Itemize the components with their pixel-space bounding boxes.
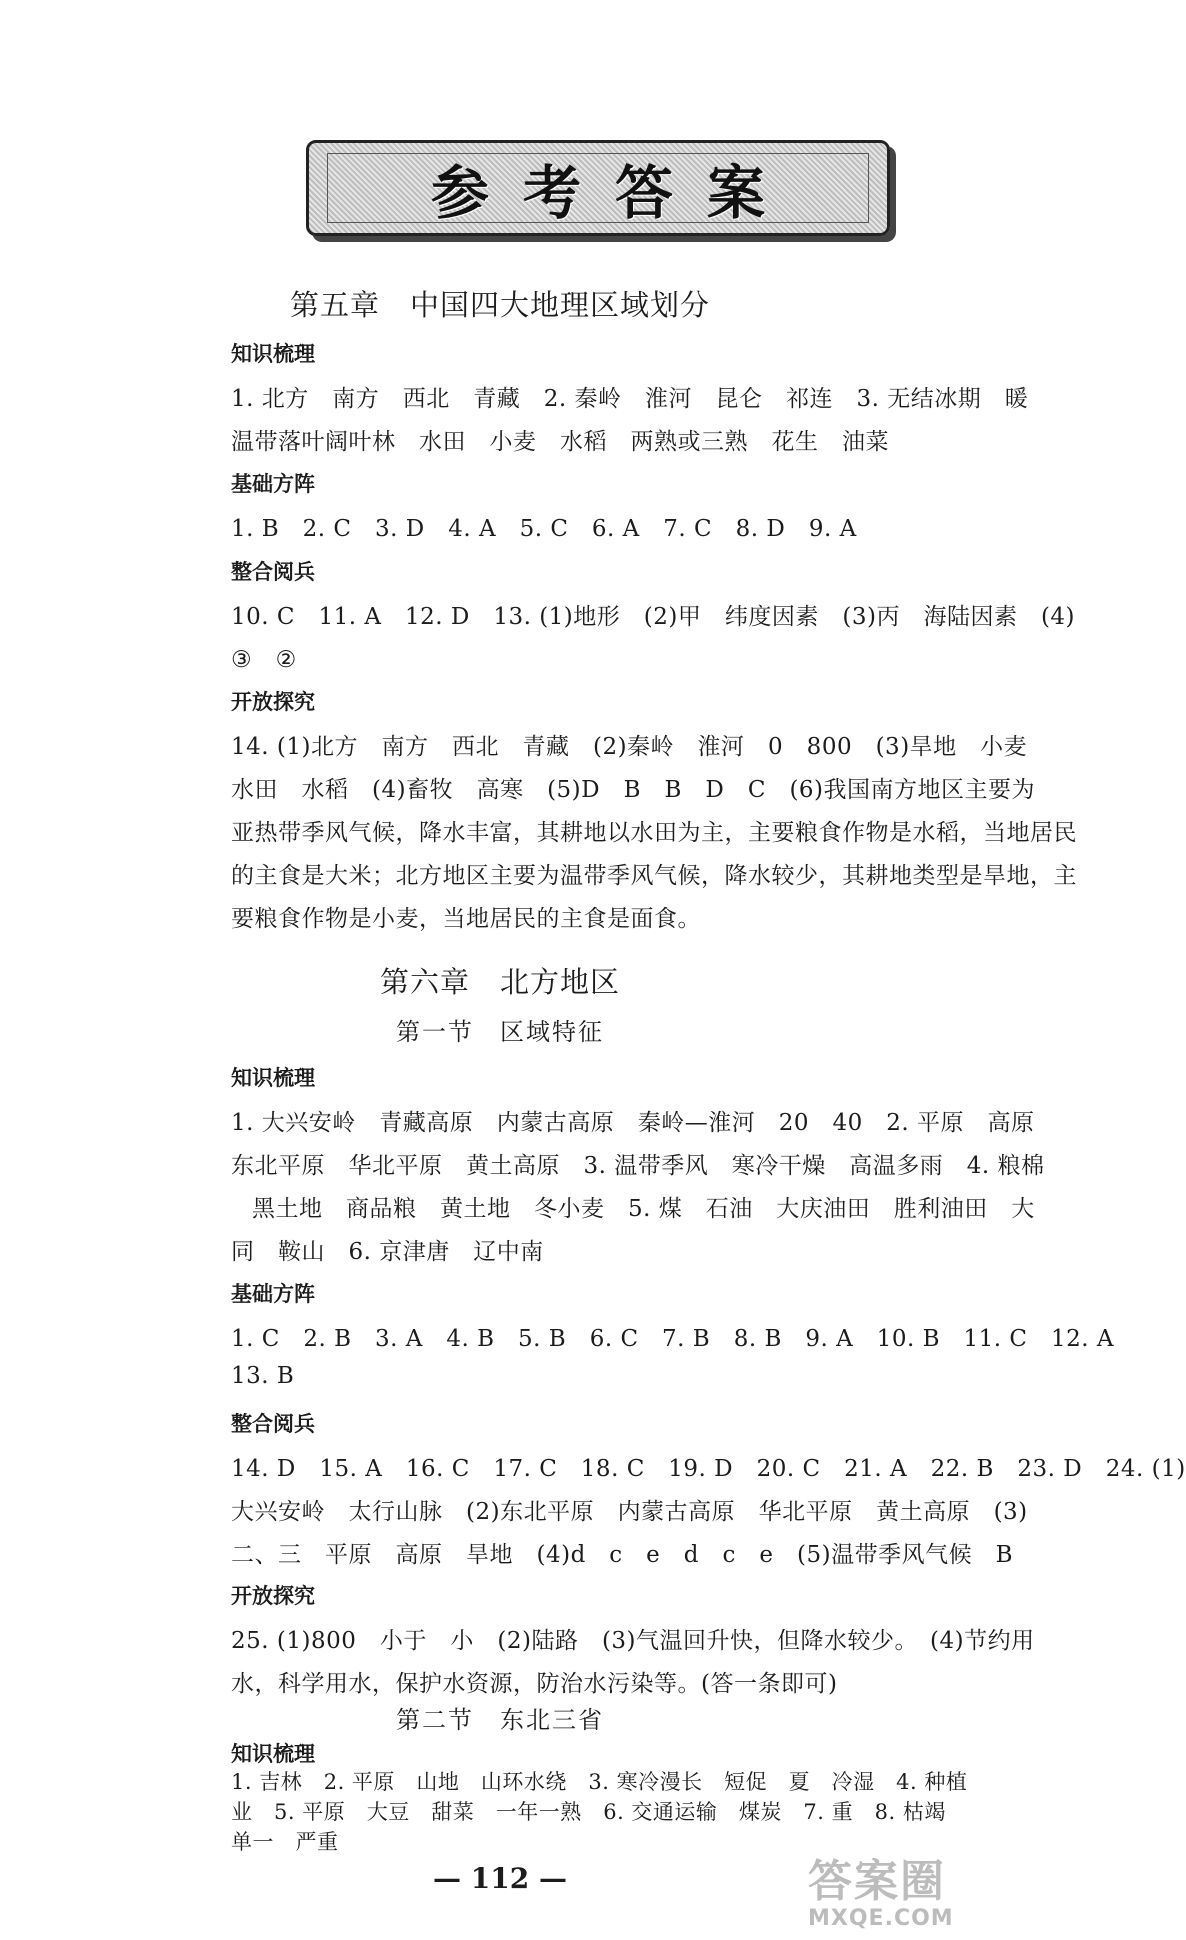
heading-explore: 开放探究 [231,690,315,714]
answer-line: 二、三 平原 高原 旱地 (4)d c e d c e (5)温带季风气候 B [231,1542,1013,1568]
heading-knowledge: 知识梳理 [231,1742,315,1766]
answer-line: 黑土地 商品粮 黄土地 冬小麦 5. 煤 石油 大庆油田 胜利油田 大 [252,1196,1035,1222]
answer-line: 13. B [231,1363,295,1389]
answer-line: 25. (1)800 小于 小 (2)陆路 (3)气温回升快，但降水较少。 (4)节约用 [231,1628,1035,1654]
heading-integrate: 整合阅兵 [231,1412,315,1436]
chapter-6-title: 第六章 北方地区 [379,965,620,999]
answer-line: 1. 吉林 2. 平原 山地 山环水绕 3. 寒冷漫长 短促 夏 冷湿 4. 种植 [231,1770,968,1794]
answer-line: 大兴安岭 太行山脉 (2)东北平原 内蒙古高原 华北平原 黄土高原 (3) [231,1499,1028,1525]
answer-line: 10. C 11. A 12. D 13. (1)地形 (2)甲 纬度因素 (3)丙 海陆因素 (4) [231,604,1076,630]
page-number: — 112 — [433,1862,567,1895]
answer-line: 要粮食作物是小麦，当地居民的主食是面食。 [231,906,701,932]
answer-line: 1. 大兴安岭 青藏高原 内蒙古高原 秦岭—淮河 20 40 2. 平原 高原 [231,1110,1035,1136]
heading-basic: 基础方阵 [231,472,315,496]
answer-line: 14. D 15. A 16. C 17. C 18. C 19. D 20. C 21. A 22. B 23. D 24. (1) [231,1456,1186,1482]
answer-line: 14. (1)北方 南方 西北 青藏 (2)秦岭 淮河 0 800 (3)旱地 小麦 [231,734,1028,760]
answer-line: 水，科学用水，保护水资源，防治水污染等。(答一条即可) [231,1671,838,1697]
section-2-title: 第二节 东北三省 [396,1706,604,1734]
answer-line: 单一 严重 [231,1830,339,1854]
section-1-title: 第一节 区域特征 [396,1018,604,1046]
heading-knowledge: 知识梳理 [231,342,315,366]
watermark-logo [808,1858,988,1938]
answer-line: ③ ② [231,647,297,673]
watermark-logo-text: 答案圈 [808,1856,946,1907]
heading-knowledge: 知识梳理 [231,1066,315,1090]
heading-integrate: 整合阅兵 [231,560,315,584]
title-banner-frame [327,153,869,227]
answer-line: 1. C 2. B 3. A 4. B 5. B 6. C 7. B 8. B 9. A 10. B 11. C 12. A [231,1326,1114,1352]
answer-line: 的主食是大米；北方地区主要为温带季风气候，降水较少，其耕地类型是旱地，主 [231,863,1077,889]
answer-line: 业 5. 平原 大豆 甜菜 一年一熟 6. 交通运输 煤炭 7. 重 8. 枯竭 [231,1800,946,1824]
answer-line: 同 鞍山 6. 京津唐 辽中南 [231,1239,544,1265]
chapter-5-title: 第五章 中国四大地理区域划分 [289,288,710,322]
answer-line: 温带落叶阔叶林 水田 小麦 水稻 两熟或三熟 花生 油菜 [231,429,889,455]
heading-basic: 基础方阵 [231,1282,315,1306]
heading-explore: 开放探究 [231,1584,315,1608]
page-title: 参考答案 [430,159,799,227]
title-banner [306,140,890,236]
answer-line: 1. 北方 南方 西北 青藏 2. 秦岭 淮河 昆仑 祁连 3. 无结冰期 暖 [231,386,1029,412]
answer-line: 1. B 2. C 3. D 4. A 5. C 6. A 7. C 8. D 9. A [231,516,857,542]
answer-line: 水田 水稻 (4)畜牧 高寒 (5)D B B D C (6)我国南方地区主要为 [231,777,1036,803]
answer-line: 东北平原 华北平原 黄土高原 3. 温带季风 寒冷干燥 高温多雨 4. 粮棉 [231,1153,1045,1179]
answer-line: 亚热带季风气候，降水丰富，其耕地以水田为主，主要粮食作物是水稻，当地居民 [231,820,1077,846]
watermark-url: MXQE.COM [808,1906,954,1931]
